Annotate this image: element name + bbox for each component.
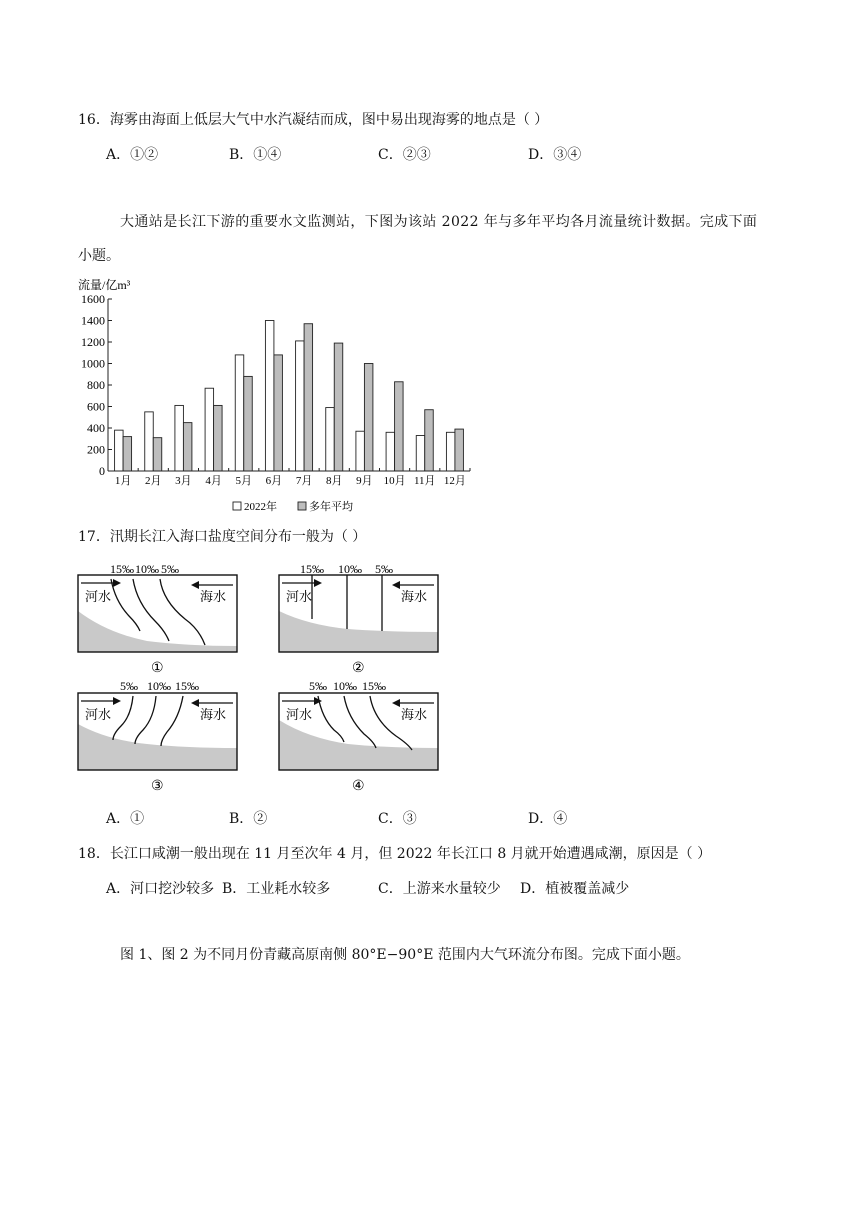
q18-option-d[interactable]: D．植被覆盖减少 bbox=[520, 881, 630, 897]
q18-stem: 18．长江口咸潮一般出现在 11 月至次年 4 月，但 2022 年长江口 8 月就开始遭遇咸潮，原因是（ ） bbox=[78, 846, 712, 862]
x-tick-label: 2月 bbox=[145, 475, 162, 487]
q17-option-d[interactable]: D．④ bbox=[528, 811, 568, 827]
y-tick-label: 200 bbox=[87, 442, 105, 457]
chart-y-axis bbox=[81, 292, 112, 478]
intro1-line1: 大通站是长江下游的重要水文监测站，下图为该站 2022 年与多年平均各月流量统计数据。完成下面 bbox=[120, 214, 758, 230]
bar-2022 bbox=[175, 405, 184, 471]
sea-label: 海水 bbox=[401, 707, 428, 722]
salinity-label-1: 15‰ bbox=[110, 562, 134, 576]
bar-average bbox=[334, 343, 343, 471]
bar-2022 bbox=[296, 341, 305, 471]
y-tick-label: 800 bbox=[87, 378, 105, 392]
sea-label: 海水 bbox=[401, 589, 428, 604]
bar-2022 bbox=[235, 355, 244, 471]
bar-2022 bbox=[265, 321, 274, 472]
isohaline-10 bbox=[135, 696, 156, 744]
sea-arrow-head bbox=[392, 581, 400, 589]
bar-average bbox=[395, 382, 404, 471]
salinity-label-2: 10‰ bbox=[333, 679, 357, 693]
x-tick-label: 1月 bbox=[114, 475, 132, 487]
salinity-label-3: 15‰ bbox=[362, 679, 386, 693]
river-label: 河水 bbox=[286, 707, 313, 722]
sea-label: 海水 bbox=[200, 589, 227, 604]
salinity-label-1: 15‰ bbox=[300, 562, 324, 576]
q17-option-a[interactable]: A．① bbox=[106, 811, 145, 827]
seabed-shading bbox=[78, 611, 237, 652]
bar-average bbox=[244, 376, 253, 471]
q16-option-c[interactable]: C．②③ bbox=[378, 147, 431, 163]
x-tick-label: 5月 bbox=[235, 475, 252, 487]
legend-label-average: 多年平均 bbox=[309, 501, 353, 513]
river-label: 河水 bbox=[85, 589, 112, 604]
salinity-diagram-1 bbox=[77, 561, 239, 677]
q16-option-a[interactable]: A．①② bbox=[106, 147, 159, 163]
isohaline-15 bbox=[111, 579, 140, 631]
sea-arrow-head bbox=[191, 581, 199, 589]
salinity-label-3: 15‰ bbox=[175, 679, 199, 693]
sea-arrow-head bbox=[392, 699, 400, 707]
bar-average bbox=[214, 405, 223, 471]
x-tick-label: 3月 bbox=[175, 475, 192, 487]
q18-option-c[interactable]: C．上游来水量较少 bbox=[378, 881, 501, 897]
salinity-diagram-3 bbox=[77, 678, 239, 794]
diagram-number: ④ bbox=[352, 779, 365, 794]
bar-average bbox=[425, 410, 434, 471]
q18-option-a[interactable]: A．河口挖沙较多 bbox=[106, 881, 215, 897]
river-arrow-head bbox=[113, 697, 121, 705]
salinity-label-2: 10‰ bbox=[147, 679, 171, 693]
q16-option-b[interactable]: B．①④ bbox=[229, 147, 282, 163]
salinity-label-2: 10‰ bbox=[135, 562, 159, 576]
y-tick-label: 600 bbox=[87, 399, 105, 414]
y-tick-label: 1400 bbox=[81, 313, 105, 328]
river-arrow-head bbox=[113, 579, 121, 587]
intro2-line1: 图 1、图 2 为不同月份青藏高原南侧 80°E−90°E 范围内大气环流分布图。完成下面小题。 bbox=[120, 947, 690, 963]
x-tick-label: 6月 bbox=[265, 475, 283, 487]
salinity-label-1: 5‰ bbox=[309, 679, 327, 693]
diagram-number: ③ bbox=[151, 779, 164, 794]
isohaline-5 bbox=[318, 696, 344, 742]
x-tick-label: 12月 bbox=[443, 475, 466, 487]
bar-2022 bbox=[326, 408, 335, 471]
salinity-label-3: 5‰ bbox=[161, 562, 179, 576]
y-tick-label: 0 bbox=[99, 464, 105, 478]
sea-arrow-head bbox=[191, 699, 199, 707]
q17-option-b[interactable]: B．② bbox=[229, 811, 268, 827]
bar-average bbox=[183, 423, 192, 471]
chart-x-axis bbox=[108, 468, 470, 487]
q16-option-d[interactable]: D．③④ bbox=[528, 147, 582, 163]
x-tick-label: 7月 bbox=[295, 475, 313, 487]
salinity-diagram-4 bbox=[278, 678, 440, 794]
intro1-line2: 小题。 bbox=[78, 248, 120, 264]
chart-bars bbox=[115, 321, 464, 472]
bar-average bbox=[304, 324, 313, 471]
q17-option-c[interactable]: C．③ bbox=[378, 811, 417, 827]
diagram-number: ① bbox=[151, 661, 164, 676]
q18-option-b[interactable]: B．工业耗水较多 bbox=[222, 881, 331, 897]
isohaline-10 bbox=[133, 579, 169, 641]
sea-label: 海水 bbox=[200, 707, 227, 722]
legend-swatch-2022 bbox=[233, 502, 241, 510]
bar-average bbox=[153, 438, 162, 471]
legend-label-2022: 2022年 bbox=[244, 501, 277, 513]
salinity-diagram-2 bbox=[278, 561, 440, 677]
y-tick-label: 1000 bbox=[81, 356, 105, 371]
bar-2022 bbox=[356, 431, 365, 471]
x-tick-label: 4月 bbox=[205, 475, 222, 487]
q17-stem: 17．汛期长江入海口盐度空间分布一般为（ ） bbox=[78, 529, 367, 545]
salinity-label-2: 10‰ bbox=[338, 562, 362, 576]
x-tick-label: 10月 bbox=[383, 475, 406, 487]
chart-ylabel: 流量/亿m³ bbox=[78, 278, 131, 292]
chart-legend bbox=[233, 499, 353, 513]
seabed-shading bbox=[78, 724, 237, 770]
bar-average bbox=[274, 355, 283, 471]
y-tick-label: 1200 bbox=[81, 335, 105, 349]
salinity-label-3: 5‰ bbox=[375, 562, 393, 576]
bar-average bbox=[455, 429, 464, 471]
x-tick-label: 9月 bbox=[356, 475, 373, 487]
bar-2022 bbox=[115, 430, 124, 471]
y-tick-label: 400 bbox=[87, 421, 105, 435]
diagram-number: ② bbox=[352, 661, 365, 676]
legend-swatch-average bbox=[298, 502, 306, 510]
bar-average bbox=[123, 437, 132, 471]
river-label: 河水 bbox=[286, 589, 313, 604]
x-tick-label: 8月 bbox=[326, 475, 343, 487]
y-tick-label: 1600 bbox=[81, 292, 105, 306]
isohaline-15 bbox=[370, 696, 412, 750]
bar-2022 bbox=[205, 388, 214, 471]
bar-2022 bbox=[416, 436, 425, 471]
salinity-label-1: 5‰ bbox=[120, 679, 138, 693]
seabed-shading bbox=[279, 611, 438, 652]
river-arrow-head bbox=[314, 579, 322, 587]
flow-bar-chart bbox=[70, 275, 490, 520]
bar-2022 bbox=[145, 412, 154, 471]
bar-2022 bbox=[386, 432, 395, 471]
x-tick-label: 11月 bbox=[413, 475, 436, 487]
bar-average bbox=[364, 364, 373, 472]
q16-stem: 16．海雾由海面上低层大气中水汽凝结而成，图中易出现海雾的地点是（ ） bbox=[78, 112, 549, 128]
isohaline-15 bbox=[161, 696, 183, 746]
river-label: 河水 bbox=[85, 707, 112, 722]
bar-2022 bbox=[446, 432, 455, 471]
